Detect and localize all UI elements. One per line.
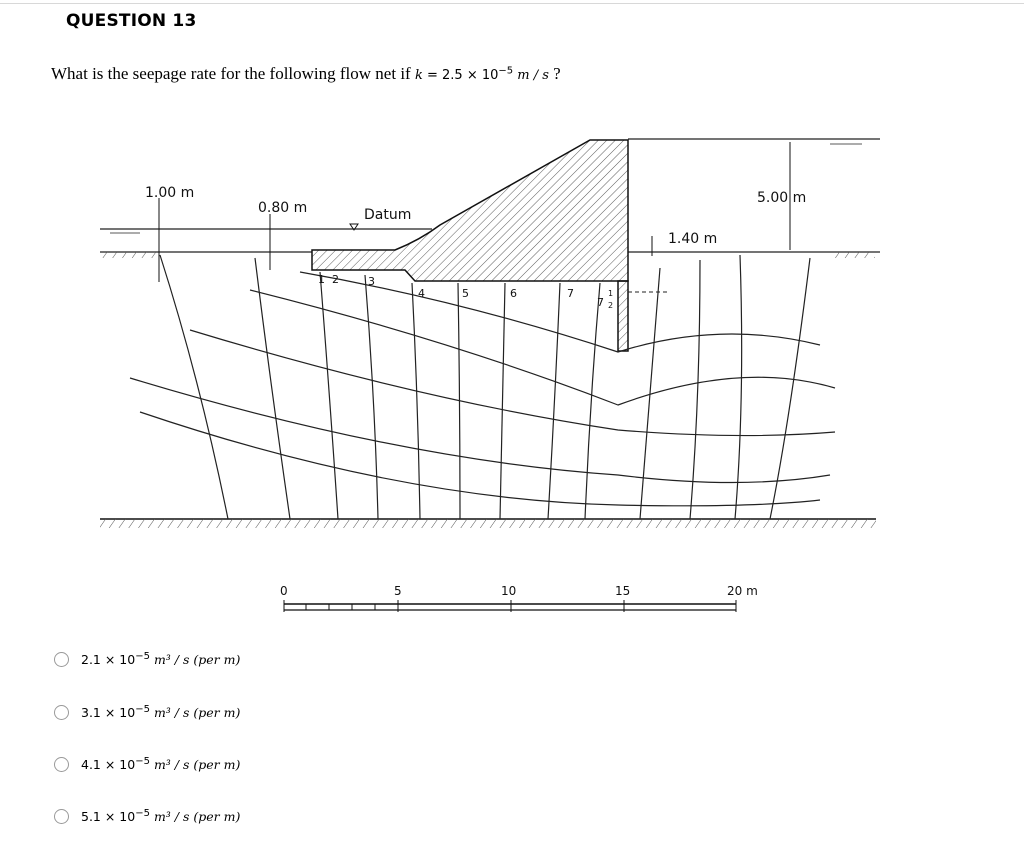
drop-number: 3 — [368, 275, 375, 288]
option-label: $5.1 \times 10^{-5}$ m³ / s (per m) — [81, 808, 241, 825]
k-exponent: −5 — [498, 65, 514, 77]
dimension-label: 0.80 m — [258, 200, 308, 216]
drop-number: 2 — [332, 273, 339, 286]
dimension-label: 1.40 m — [668, 231, 718, 247]
radio-button[interactable] — [54, 652, 69, 667]
scale-tick-label: 15 — [615, 584, 631, 598]
question-title: QUESTION 13 — [66, 11, 197, 31]
prompt-text: What is the seepage rate for the following flow net if — [51, 64, 411, 83]
k-value: = 2.5 × 10 — [427, 68, 499, 83]
option-label: $4.1 \times 10^{-5}$ m³ / s (per m) — [81, 756, 241, 773]
answer-option-a[interactable] — [54, 651, 240, 667]
radio-button[interactable] — [54, 757, 69, 772]
answer-option-d[interactable] — [54, 808, 240, 824]
dimension-label: 5.00 m — [757, 190, 807, 206]
drop-number: 7 — [567, 287, 574, 300]
scale-bar — [280, 584, 758, 612]
flow-lines — [130, 272, 835, 506]
k-symbol: k — [414, 68, 423, 83]
half-drop-num: 1 — [608, 289, 614, 298]
drop-number: 6 — [510, 287, 517, 300]
drop-number: 5 — [462, 287, 469, 300]
scale-tick-label: 10 — [501, 584, 517, 598]
question-mark: ? — [553, 64, 561, 83]
half-drop-whole: 7 — [597, 296, 604, 309]
option-label: $2.1 \times 10^{-5}$ m³ / s (per m) — [81, 651, 241, 668]
scale-end-label: 20 m — [727, 584, 758, 598]
scale-tick-label: 5 — [394, 584, 402, 598]
option-label: $3.1 \times 10^{-5}$ m³ / s (per m) — [81, 704, 241, 721]
scale-tick-label: 0 — [280, 584, 288, 598]
ground-hatch — [835, 252, 875, 258]
k-units: m / s — [517, 68, 549, 83]
dimension-label: 1.00 m — [145, 185, 195, 201]
radio-button[interactable] — [54, 809, 69, 824]
drop-number: 4 — [418, 287, 425, 300]
cutoff-wall — [618, 281, 628, 351]
dam-body — [312, 140, 628, 281]
equipotential-lines — [160, 255, 810, 519]
radio-button[interactable] — [54, 705, 69, 720]
answer-option-b[interactable] — [54, 704, 240, 720]
answer-option-c[interactable] — [54, 756, 240, 772]
half-drop-den: 2 — [608, 301, 614, 310]
datum-label: Datum — [364, 207, 412, 223]
impermeable-hatch — [100, 519, 876, 528]
ground-hatch — [100, 252, 160, 258]
drop-number: 1 — [318, 273, 325, 286]
